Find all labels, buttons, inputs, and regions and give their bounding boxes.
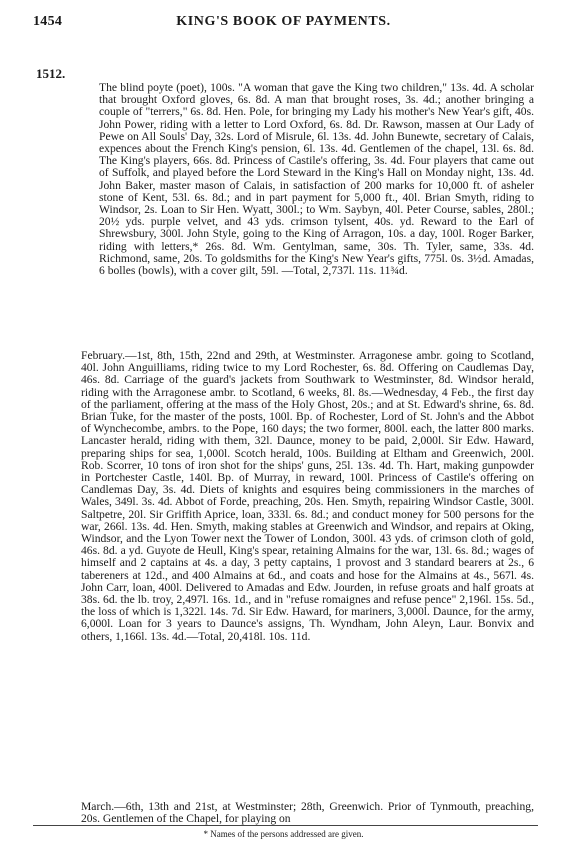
footnote-rule	[33, 825, 538, 826]
footnote: * Names of the persons addressed are given.	[203, 829, 364, 839]
march-text: —6th, 13th and 21st, at Westminster; 28th, Greenwich. Prior of Tynmouth, preaching, 20s. Gentlemen of the Chapel, for playing on	[81, 800, 534, 826]
page-number: 1454	[33, 14, 63, 29]
march-label: March.	[81, 800, 115, 813]
february-entry	[81, 350, 534, 643]
february-label: February.	[81, 349, 125, 362]
february-text: —1st, 8th, 15th, 22nd and 29th, at Westminster. Arragonese ambr. going to Scotland, 40l. John Anguilliams, riding twice to my Lord Rochester, 6s. 8d. Offering on Caudlemas Day, 46s. 8d. Carriage of the guard's jackets from Southwark to Westminster, 8d. Windsor herald, riding with the Arragonese ambr. to Scotland, 6 weeks, 8l. 8s.—Wednesday, 4 Feb., the first day of the parliament, offering at the mass of the Holy Ghost, 20s.; and at St. Edward's shrine, 6s. 8d. Brian Tuke, for the master of the posts, 100l. Bp. of Rochester, Lord of St. John's and the Abbot of Wynchecombe, ambrs. to the Pope, 160 days; the two former, 800l. each, the latter 800 marks. Lancaster herald, riding with them, 32l. Daunce, money to be paid, 2,000l. Sir Edw. Haward, preparing ships for sea, 1,000l. Scotch herald, 100s. Building at Eltham and Greenwich, 200l. Rob. Scorrer, 10 tons of iron shot for the ships' guns, 25l. 13s. 4d. Th. Hart, making gunpowder in Portchester Castle, 140l. Bp. of Murray, in reward, 100l. Princess of Castile's offering on Candlemas Day, 3s. 4d. Diets of knights and esquires being commissioners in the marches of Wales, 349l. 3s. 4d. Abbot of Forde, preaching, 20s. Hen. Smyth, repairing Windsor Castle, 300l. Saltpetre, 20l. Sir Griffith Aprice, loan, 333l. 6s. 8d.; and conduct money for 500 persons for the war, 266l. 13s. 4d. Hen. Smyth, making stables at Greenwich and Windsor, and repairs at Oking, Windsor, and the Lyon Tower next the Tower of London, 300l. 43 yds. of crimson cloth of gold, 46s. 8d. a yd. Guyote de Heull, King's spear, retaining Almains for the war, 13l. 6s. 8d.; wages of himself and 2 captains at 4s. a day, 3 petty captains, 1 provost and 3 standard bearers at 2s., 6 tabereners at 12d., and 400 Almains at 6d., and coats and hose for the Almains at 4s., 567l. 4s. John Carr, loan, 400l. Delivered to Amadas and Edw. Jourden, in refuse groats and half groats at 38s. 6d. the lb. troy, 2,497l. 16s. 1d., and in "refuse romaignes and refuse pence" 2,196l. 15s. 5d., the loss of which is 1,322l. 14s. 7d. Sir Edw. Haward, for mariners, 3,000l. Daunce, for the army, 6,000l. Loan for 3 years to Daunce's assigns, Th. Wyndham, John Aleyn, Laur. Bonvix and others, 1,166l. 13s. 4d.—Total, 20,418l. 10s. 11d.	[81, 349, 534, 643]
running-title: KING'S BOOK OF PAYMENTS.	[176, 14, 391, 29]
march-entry	[81, 801, 534, 825]
january-entry: The blind poyte (poet), 100s. "A woman that gave the King two children," 13s. 4d. A scholar that brought Oxford gloves, 6s. 8d. A man that brought roses, 3s. 4d.; another bringing a couple of "terrers," 6s. 8d. Hen. Pole, for bringing my Lady his mother's New Year's gift, 40s. John Power, riding with a letter to Lord Oxford, 6s. 8d. Dr. Rawson, massen at Our Lady of Pewe on All Souls' Day, 32s. Lord of Misrule, 6l. 13s. 4d. John Bunewte, secretary of Calais, expences about the French King's pension, 6l. 13s. 4d. Gentlemen of the chapel, 13l. 6s. 8d. The King's players, 66s. 8d. Princess of Castile's offering, 3s. 4d. Four players that came out of Suffolk, and played before the Lord Steward in the King's Hall on Monday night, 13s. 4d. John Baker, master mason of Calais, in satisfaction of 200 marks for 10,000 ft. of asheler stone of Kent, 53l. 6s. 8d.; and in part payment for 5,000 ft., 40l. Brian Smyth, riding to Windsor, 2s. Loan to Sir Hen. Wyatt, 300l.; to Wm. Saybyn, 40l. Peter Course, sables, 280l.; 20½ yds. purple velvet, and 43 yds. crimson tylsent, 40s. yd. Reward to the Earl of Shrewsbury, 300l. John Style, going to the King of Arragon, 10s. a day, 100l. Roger Barker, riding with letters,* 26s. 8d. Wm. Gentylman, same, 30s. Th. Tyler, same, 33s. 4d. Richmond, same, 20s. To goldsmiths for the King's New Year's gifts, 775l. 0s. 3½d. Amadas, 6 bolles (bowls), with a cover gilt, 59l. —Total, 2,737l. 11s. 11¾d.	[99, 81, 534, 278]
year-label: 1512.	[36, 66, 66, 81]
